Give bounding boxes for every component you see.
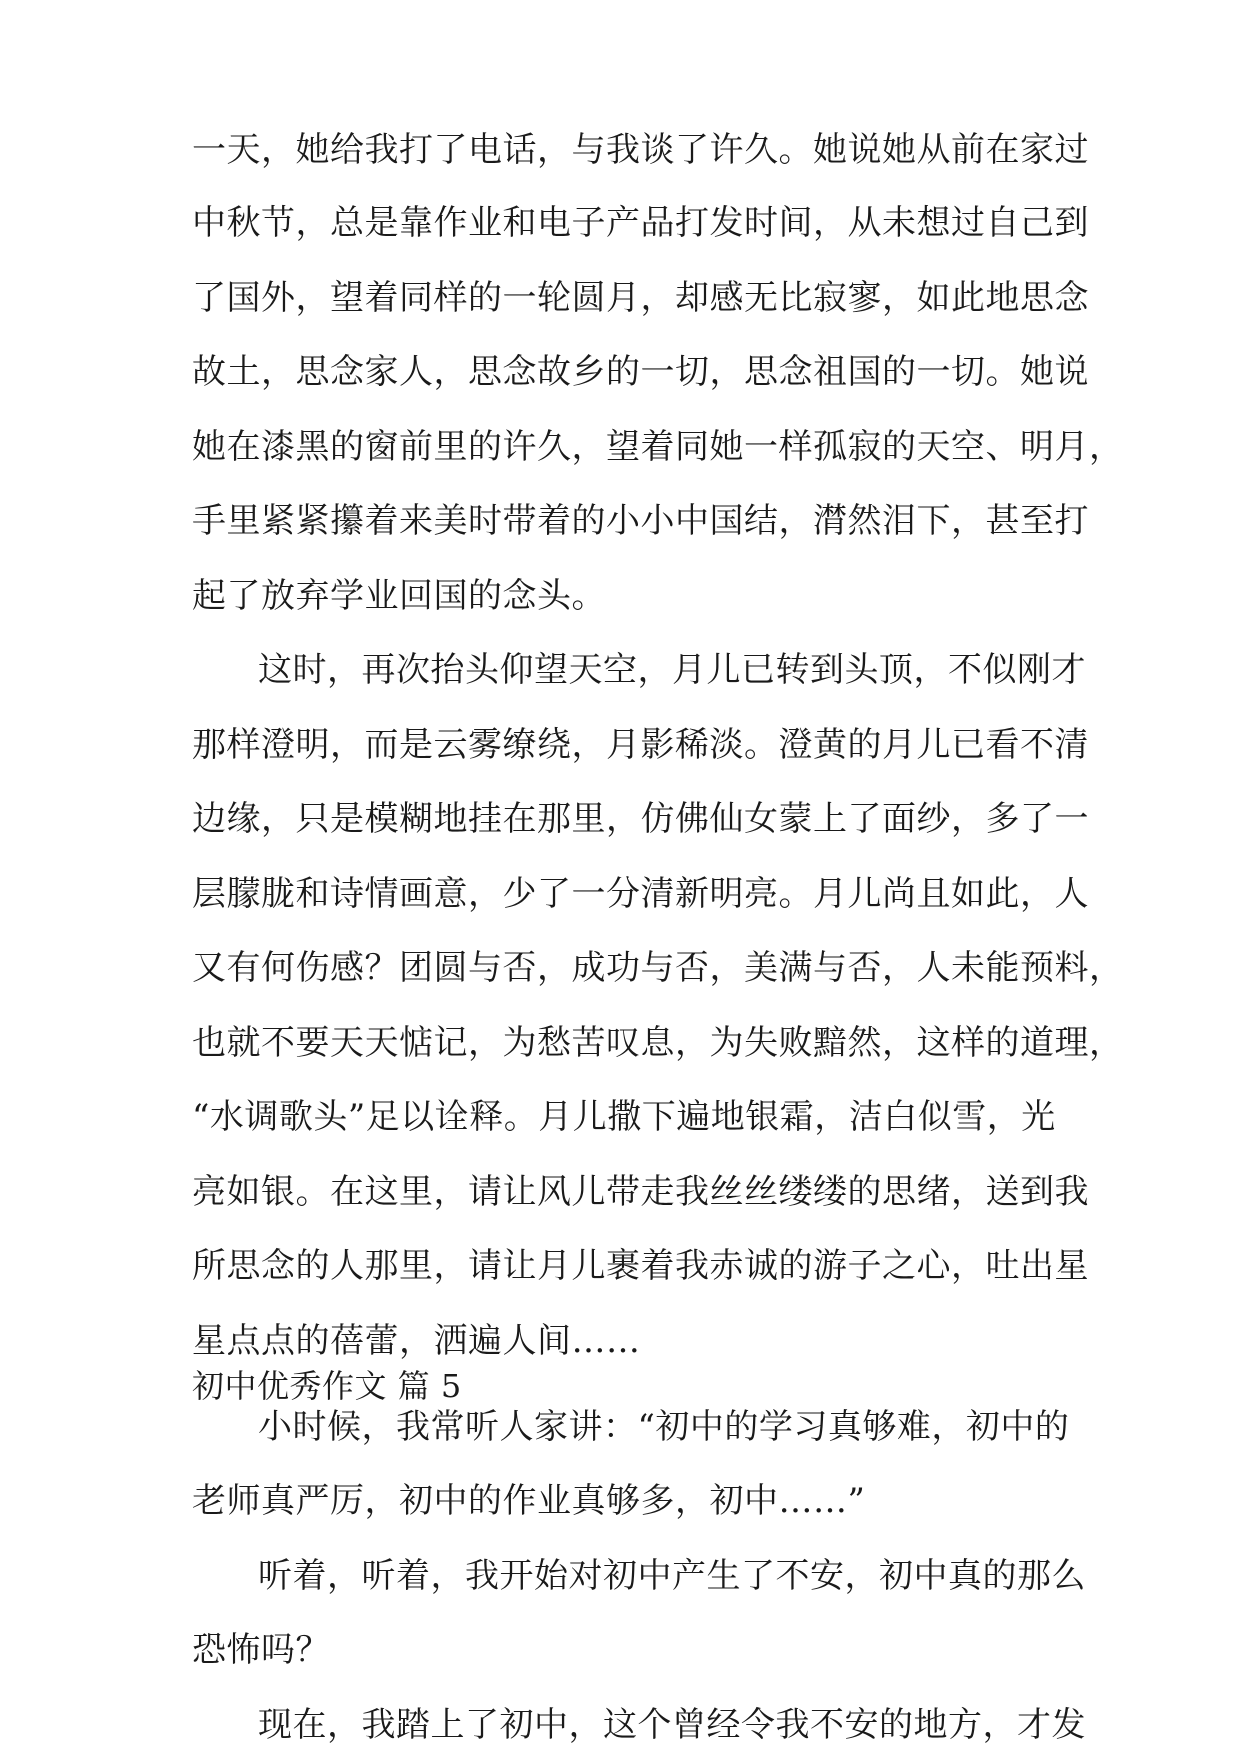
paragraph-line: 所思念的人那里，请让月儿裹着我赤诚的游子之心，吐出星 bbox=[192, 1246, 1089, 1286]
paragraph-line: “水调歌头”足以诠释。月儿撒下遍地银霜，洁白似雪，光 bbox=[192, 1097, 1056, 1137]
paragraph-first-line: 现在，我踏上了初中，这个曾经令我不安的地方，才发 bbox=[258, 1705, 1086, 1745]
paragraph-line: 她在漆黑的窗前里的许久，望着同她一样孤寂的天空、明月， bbox=[192, 427, 1124, 467]
paragraph-line: 一天，她给我打了电话，与我谈了许久。她说她从前在家过 bbox=[192, 130, 1089, 170]
paragraph-line: 老师真严厉，初中的作业真够多，初中……” bbox=[192, 1481, 866, 1521]
paragraph-line: 那样澄明，而是云雾缭绕，月影稀淡。澄黄的月儿已看不清 bbox=[192, 725, 1089, 765]
paragraph-line: 又有何伤感？团圆与否，成功与否，美满与否，人未能预料， bbox=[192, 948, 1124, 988]
paragraph-line: 恐怖吗？ bbox=[192, 1630, 330, 1670]
section-heading: 初中优秀作文 篇 5 bbox=[192, 1367, 462, 1405]
paragraph-line: 了国外，望着同样的一轮圆月，却感无比寂寥，如此地思念 bbox=[192, 278, 1089, 318]
paragraph-first-line: 听着，听着，我开始对初中产生了不安，初中真的那么 bbox=[258, 1556, 1086, 1596]
paragraph-line: 边缘，只是模糊地挂在那里，仿佛仙女蒙上了面纱，多了一 bbox=[192, 799, 1089, 839]
paragraph-line: 手里紧紧攥着来美时带着的小小中国结，潸然泪下，甚至打 bbox=[192, 501, 1089, 541]
paragraph-first-line: 这时，再次抬头仰望天空，月儿已转到头顶，不似刚才 bbox=[258, 650, 1086, 690]
paragraph-line: 起了放弃学业回国的念头。 bbox=[192, 576, 606, 616]
paragraph-line: 层朦胧和诗情画意，少了一分清新明亮。月儿尚且如此，人 bbox=[192, 874, 1089, 914]
paragraph-line: 亮如银。在这里，请让风儿带走我丝丝缕缕的思绪，送到我 bbox=[192, 1172, 1089, 1212]
paragraph-line: 中秋节，总是靠作业和电子产品打发时间，从未想过自己到 bbox=[192, 203, 1089, 243]
paragraph-line: 星点点的蓓蕾，洒遍人间…… bbox=[192, 1321, 641, 1361]
paragraph-line: 故土，思念家人，思念故乡的一切，思念祖国的一切。她说 bbox=[192, 352, 1089, 392]
paragraph-line: 也就不要天天惦记，为愁苦叹息，为失败黯然，这样的道理， bbox=[192, 1023, 1124, 1063]
paragraph-first-line: 小时候，我常听人家讲：“初中的学习真够难，初中的 bbox=[258, 1407, 1070, 1447]
